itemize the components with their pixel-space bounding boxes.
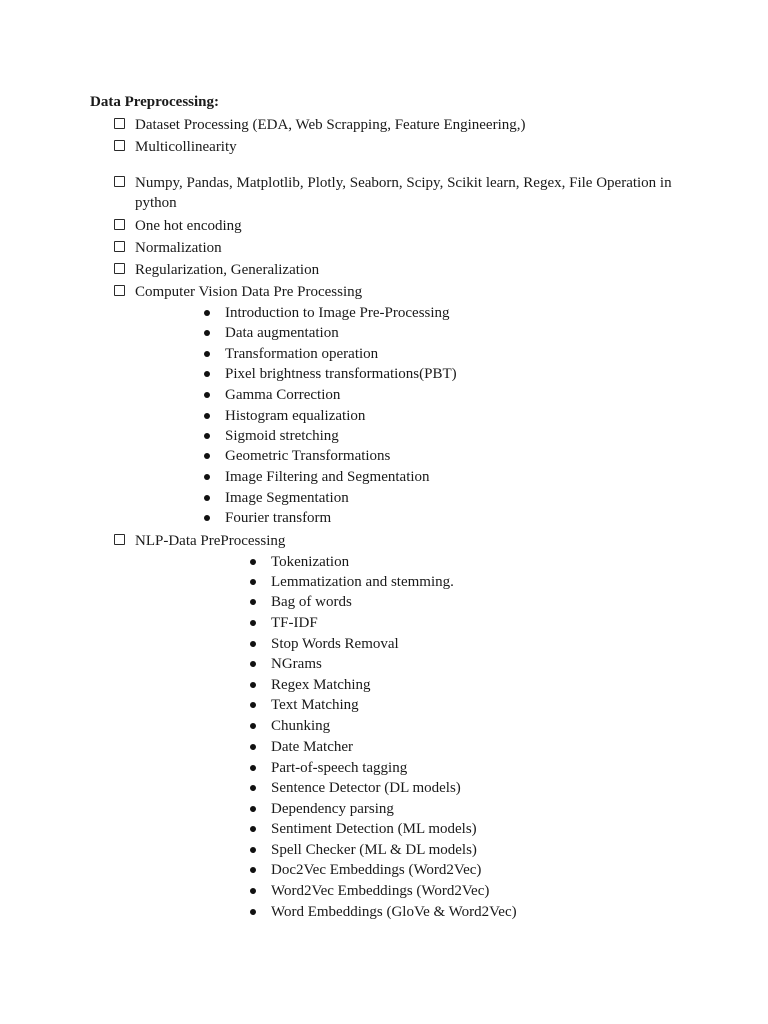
bullet-icon (204, 474, 210, 480)
bullet-icon (204, 310, 210, 316)
checklist-item[interactable] (114, 137, 694, 157)
list-item: Chunking (250, 716, 330, 736)
bullet-icon (250, 661, 256, 667)
section-heading: Data Preprocessing: (90, 94, 220, 110)
bullet-icon (204, 351, 210, 357)
checklist-item-label: Normalization (135, 240, 222, 256)
list-item: Tokenization (250, 552, 349, 572)
checklist-item-label: Regularization, Generalization (135, 262, 320, 278)
list-item: Spell Checker (ML & DL models) (250, 840, 477, 860)
list-item: Introduction to Image Pre-Processing (204, 303, 450, 323)
list-item: Stop Words Removal (250, 634, 399, 654)
list-item: Sentence Detector (DL models) (250, 778, 461, 798)
bullet-icon (204, 515, 210, 521)
bullet-icon (204, 330, 210, 336)
list-item: Geometric Transformations (204, 446, 390, 466)
bullet-icon (204, 371, 210, 377)
checkbox-icon[interactable] (114, 241, 125, 252)
checklist-item-label: Numpy, Pandas, Matplotlib, Plotly, Seaborn, Scipy, Scikit learn, Regex, File Operation in python (135, 175, 672, 211)
checklist-item-label: Computer Vision Data Pre Processing (135, 284, 363, 300)
checklist-item-label: One hot encoding (135, 218, 242, 234)
list-item: Word2Vec Embeddings (Word2Vec) (250, 881, 489, 901)
bullet-icon (250, 579, 256, 585)
bullet-icon (250, 744, 256, 750)
list-item: Regex Matching (250, 675, 371, 695)
list-item: Text Matching (250, 695, 359, 715)
checkbox-icon[interactable] (114, 118, 125, 129)
bullet-icon (250, 682, 256, 688)
list-item: Doc2Vec Embeddings (Word2Vec) (250, 860, 481, 880)
list-item: Pixel brightness transformations(PBT) (204, 364, 457, 384)
checkbox-icon[interactable] (114, 219, 125, 230)
list-item: Dependency parsing (250, 799, 394, 819)
checklist-item[interactable] (114, 531, 694, 551)
bullet-icon (250, 806, 256, 812)
checklist-item[interactable] (114, 282, 694, 302)
checklist-item[interactable] (114, 260, 694, 280)
checklist-item[interactable] (114, 238, 694, 258)
checkbox-icon[interactable] (114, 176, 125, 187)
checkbox-icon[interactable] (114, 534, 125, 545)
list-item: Lemmatization and stemming. (250, 572, 454, 592)
list-item: Fourier transform (204, 508, 331, 528)
bullet-icon (250, 909, 256, 915)
bullet-icon (250, 826, 256, 832)
bullet-icon (250, 785, 256, 791)
list-item: Gamma Correction (204, 385, 340, 405)
bullet-icon (250, 599, 256, 605)
list-item: TF-IDF (250, 613, 318, 633)
bullet-icon (250, 867, 256, 873)
list-item: Image Filtering and Segmentation (204, 467, 430, 487)
bullet-icon (250, 559, 256, 565)
bullet-icon (204, 433, 210, 439)
bullet-icon (204, 495, 210, 501)
checklist-item[interactable] (114, 216, 694, 236)
list-item: Histogram equalization (204, 406, 365, 426)
bullet-icon (250, 723, 256, 729)
checklist-item-label: Dataset Processing (EDA, Web Scrapping, Feature Engineering,) (135, 117, 526, 133)
list-item: Word Embeddings (GloVe & Word2Vec) (250, 902, 517, 922)
bullet-icon (250, 641, 256, 647)
bullet-icon (250, 702, 256, 708)
checklist-item[interactable] (114, 173, 694, 213)
list-item: Sigmoid stretching (204, 426, 339, 446)
checklist-item-label: NLP-Data PreProcessing (135, 533, 286, 549)
list-item: Date Matcher (250, 737, 353, 757)
list-item: Image Segmentation (204, 488, 349, 508)
bullet-icon (204, 413, 210, 419)
list-item: NGrams (250, 654, 322, 674)
checklist-item-label: Multicollinearity (135, 139, 237, 155)
bullet-icon (250, 620, 256, 626)
bullet-icon (250, 765, 256, 771)
checkbox-icon[interactable] (114, 263, 125, 274)
list-item: Sentiment Detection (ML models) (250, 819, 477, 839)
checkbox-icon[interactable] (114, 140, 125, 151)
bullet-icon (250, 847, 256, 853)
checkbox-icon[interactable] (114, 285, 125, 296)
list-item: Data augmentation (204, 323, 339, 343)
checklist-item[interactable] (114, 115, 694, 135)
bullet-icon (204, 453, 210, 459)
list-item: Transformation operation (204, 344, 378, 364)
list-item: Bag of words (250, 592, 352, 612)
list-item: Part-of-speech tagging (250, 758, 407, 778)
bullet-icon (204, 392, 210, 398)
bullet-icon (250, 888, 256, 894)
